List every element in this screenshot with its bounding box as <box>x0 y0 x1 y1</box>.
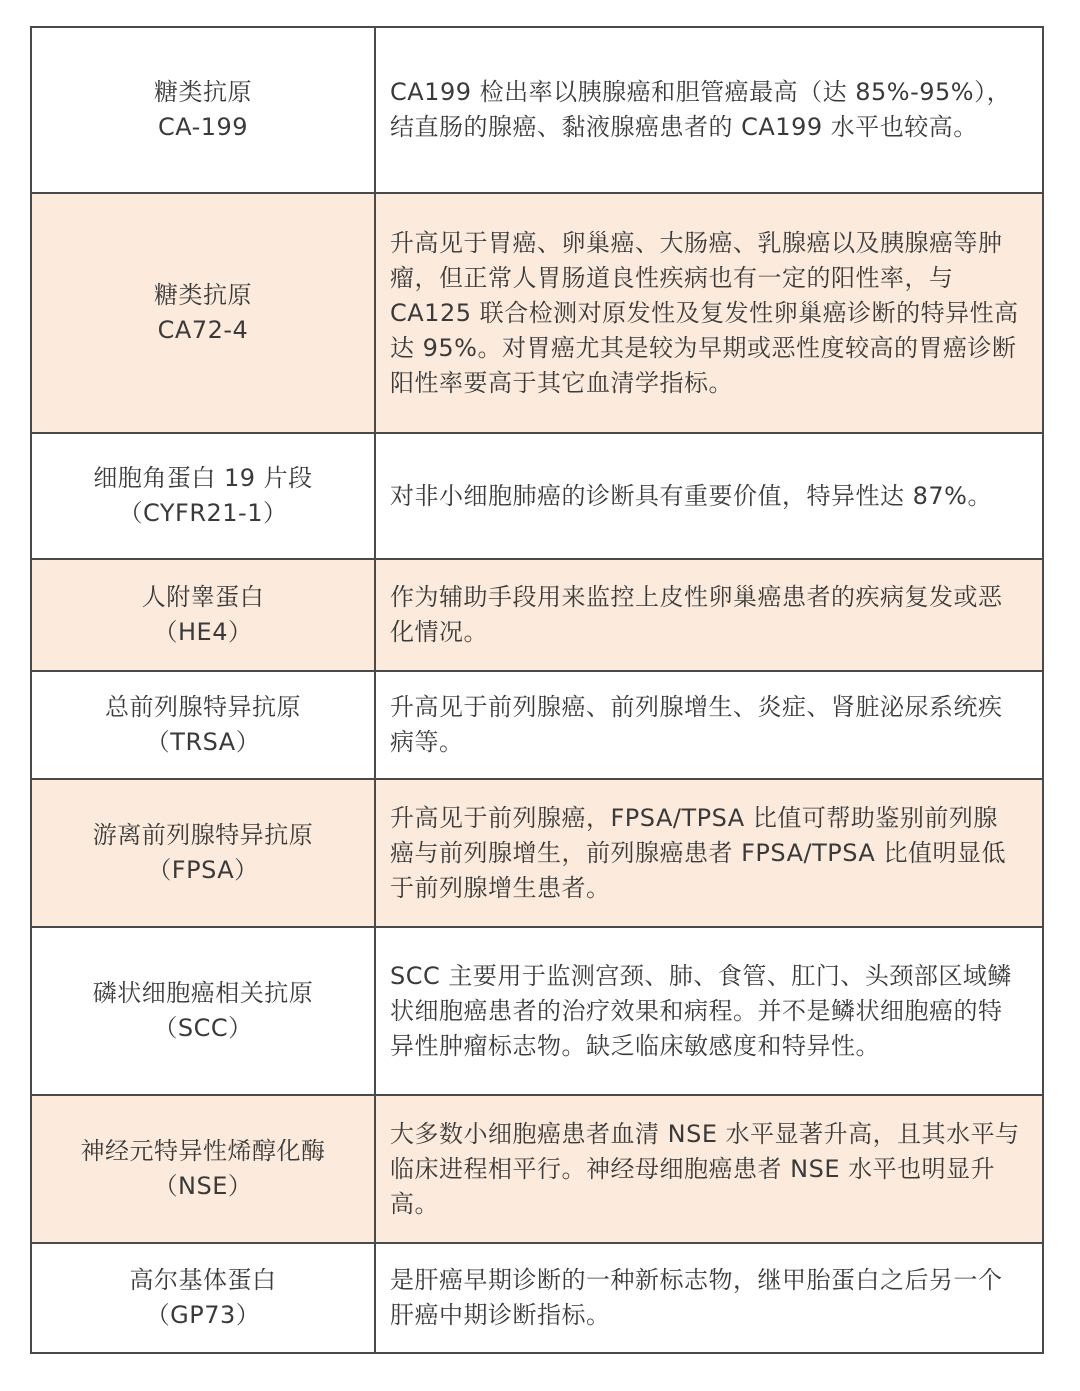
marker-code: （SCC） <box>153 1014 253 1042</box>
marker-description: 对非小细胞肺癌的诊断具有重要价值，特异性达 87%。 <box>375 433 1043 559</box>
marker-name: 细胞角蛋白 19 片段 <box>93 464 313 492</box>
marker-name: 游离前列腺特异抗原 <box>92 821 314 849</box>
marker-name-cell <box>31 671 375 779</box>
marker-name-cell <box>31 433 375 559</box>
table-row <box>31 671 1043 779</box>
table-row <box>31 927 1043 1095</box>
marker-description: CA199 检出率以胰腺癌和胆管癌最高（达 85%-95%），结直肠的腺癌、黏液腺癌患者的 CA199 水平也较高。 <box>375 27 1043 193</box>
marker-description: 大多数小细胞癌患者血清 NSE 水平显著升高，且其水平与临床进程相平行。神经母细胞癌患者 NSE 水平也明显升高。 <box>375 1095 1043 1243</box>
marker-description: 升高见于胃癌、卵巢癌、大肠癌、乳腺癌以及胰腺癌等肿瘤，但正常人胃肠道良性疾病也有一定的阳性率，与 CA125 联合检测对原发性及复发性卵巢癌诊断的特异性高达 95%。对胃癌尤其是较为早期或恶性度较高的胃癌诊断阳性率要高于其它血清学指标。 <box>375 193 1043 433</box>
table-row <box>31 433 1043 559</box>
table-row <box>31 559 1043 671</box>
marker-code: （FPSA） <box>147 856 259 884</box>
marker-name: 人附睾蛋白 <box>141 583 265 611</box>
marker-name: 糖类抗原 <box>154 78 252 106</box>
marker-code: （NSE） <box>153 1172 253 1200</box>
marker-name-cell <box>31 1243 375 1353</box>
table-row <box>31 27 1043 193</box>
marker-code: （HE4） <box>153 618 253 646</box>
marker-name-cell <box>31 559 375 671</box>
table-row <box>31 193 1043 433</box>
marker-description: 升高见于前列腺癌，FPSA/TPSA 比值可帮助鉴别前列腺癌与前列腺增生，前列腺癌患者 FPSA/TPSA 比值明显低于前列腺增生患者。 <box>375 779 1043 927</box>
marker-description: SCC 主要用于监测宫颈、肺、食管、肛门、头颈部区域鳞状细胞癌患者的治疗效果和病程。并不是鳞状细胞癌的特异性肿瘤标志物。缺乏临床敏感度和特异性。 <box>375 927 1043 1095</box>
marker-code: CA-199 <box>157 113 249 141</box>
marker-name: 磷状细胞癌相关抗原 <box>92 979 314 1007</box>
tumor-marker-table <box>30 26 1044 1354</box>
marker-code: CA72-4 <box>157 316 249 344</box>
marker-name-cell <box>31 779 375 927</box>
marker-name: 高尔基体蛋白 <box>129 1266 277 1294</box>
table-row <box>31 779 1043 927</box>
marker-name: 总前列腺特异抗原 <box>105 693 301 721</box>
marker-description: 是肝癌早期诊断的一种新标志物，继甲胎蛋白之后另一个肝癌中期诊断指标。 <box>375 1243 1043 1353</box>
marker-description: 升高见于前列腺癌、前列腺增生、炎症、肾脏泌尿系统疾病等。 <box>375 671 1043 779</box>
marker-code: （TRSA） <box>145 728 261 756</box>
table-row <box>31 1243 1043 1353</box>
marker-name-cell <box>31 927 375 1095</box>
marker-name: 糖类抗原 <box>154 281 252 309</box>
table-row <box>31 1095 1043 1243</box>
marker-description: 作为辅助手段用来监控上皮性卵巢癌患者的疾病复发或恶化情况。 <box>375 559 1043 671</box>
marker-name: 神经元特异性烯醇化酶 <box>80 1137 326 1165</box>
marker-code: （CYFR21-1） <box>118 499 288 527</box>
marker-name-cell <box>31 193 375 433</box>
marker-code: （GP73） <box>145 1301 261 1329</box>
marker-name-cell <box>31 27 375 193</box>
marker-name-cell <box>31 1095 375 1243</box>
